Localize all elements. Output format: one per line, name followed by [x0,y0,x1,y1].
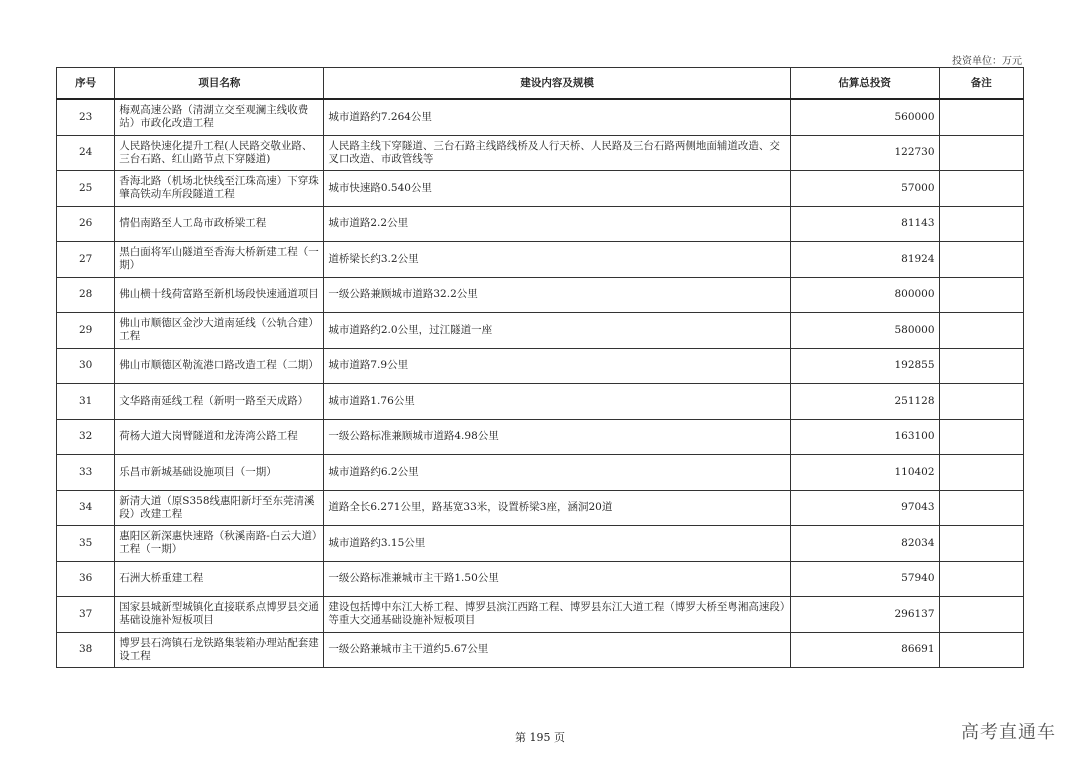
row-amount: 81143 [790,206,939,242]
row-name: 人民路快速化提升工程(人民路交敬业路、三台石路、红山路节点下穿隧道) [115,135,324,171]
table-row [57,384,1024,420]
row-no: 35 [57,526,115,562]
header-content: 建设内容及规模 [324,68,790,100]
page-number: 第 195 页 [515,731,565,744]
row-note [939,242,1023,278]
row-content: 城市道路约6.2公里 [324,455,790,491]
row-name: 惠阳区新深惠快速路（秋溪南路-白云大道）工程（一期） [115,526,324,562]
row-name: 博罗县石湾镇石龙铁路集装箱办理站配套建设工程 [115,632,324,668]
row-name: 佛山横十线荷富路至新机场段快速通道项目 [115,277,324,313]
row-no: 32 [57,419,115,455]
table-row [57,277,1024,313]
row-no: 31 [57,384,115,420]
row-no: 38 [57,632,115,668]
row-note [939,206,1023,242]
row-name: 新清大道（原S358线惠阳新圩至东莞清溪段）改建工程 [115,490,324,526]
row-content: 城市道路1.76公里 [324,384,790,420]
table-row [57,526,1024,562]
table-row [57,597,1024,633]
row-note [939,632,1023,668]
row-note [939,348,1023,384]
row-content: 道路全长6.271公里，路基宽33米，设置桥梁3座，涵洞20道 [324,490,790,526]
table-row [57,561,1024,597]
row-amount: 192855 [790,348,939,384]
row-note [939,277,1023,313]
row-content: 一级公路标准兼城市主干路1.50公里 [324,561,790,597]
row-amount: 560000 [790,99,939,135]
row-note [939,597,1023,633]
row-note [939,135,1023,171]
header-amount: 估算总投资 [790,68,939,100]
header-note: 备注 [939,68,1023,100]
project-table [56,67,1024,668]
row-no: 37 [57,597,115,633]
row-note [939,561,1023,597]
watermark: 高考直通车 [961,722,1056,743]
row-content: 城市道路约7.264公里 [324,99,790,135]
row-no: 28 [57,277,115,313]
row-content: 一级公路兼顾城市道路32.2公里 [324,277,790,313]
row-amount: 580000 [790,313,939,349]
header-name: 项目名称 [115,68,324,100]
row-amount: 122730 [790,135,939,171]
table-row [57,206,1024,242]
row-note [939,526,1023,562]
row-no: 36 [57,561,115,597]
row-no: 30 [57,348,115,384]
row-amount: 800000 [790,277,939,313]
row-name: 乐昌市新城基础设施项目（一期） [115,455,324,491]
table-row [57,490,1024,526]
row-amount: 81924 [790,242,939,278]
table-header-row [57,68,1024,100]
row-amount: 296137 [790,597,939,633]
row-name: 佛山市顺德区勒流港口路改造工程（二期） [115,348,324,384]
row-amount: 82034 [790,526,939,562]
row-content: 城市道路约3.15公里 [324,526,790,562]
row-no: 27 [57,242,115,278]
row-name: 文华路南延线工程（新明一路至天成路） [115,384,324,420]
table-row [57,632,1024,668]
row-content: 道桥梁长约3.2公里 [324,242,790,278]
row-name: 黑白面将军山隧道至香海大桥新建工程（一期） [115,242,324,278]
row-amount: 110402 [790,455,939,491]
row-no: 26 [57,206,115,242]
row-note [939,419,1023,455]
row-content: 城市道路7.9公里 [324,348,790,384]
row-name: 荷杨大道大岗臂隧道和龙涛湾公路工程 [115,419,324,455]
row-note [939,99,1023,135]
row-amount: 86691 [790,632,939,668]
row-content: 一级公路标准兼顾城市道路4.98公里 [324,419,790,455]
investment-unit-label: 投资单位：万元 [952,56,1022,67]
table-row [57,455,1024,491]
row-note [939,171,1023,207]
row-content: 城市快速路0.540公里 [324,171,790,207]
row-note [939,455,1023,491]
row-no: 34 [57,490,115,526]
row-amount: 57000 [790,171,939,207]
row-no: 33 [57,455,115,491]
table-row [57,348,1024,384]
row-content: 人民路主线下穿隧道、三台石路主线路线桥及人行天桥、人民路及三台石路两侧地面辅道改造、交叉口改造、市政管线等 [324,135,790,171]
row-content: 建设包括博中东江大桥工程、博罗县滨江西路工程、博罗县东江大道工程（博罗大桥至粤湘高速段）等重大交通基础设施补短板项目 [324,597,790,633]
row-note [939,490,1023,526]
row-content: 一级公路兼城市主干道约5.67公里 [324,632,790,668]
row-no: 29 [57,313,115,349]
row-name: 梅观高速公路（清湖立交至观澜主线收费站）市政化改造工程 [115,99,324,135]
row-amount: 163100 [790,419,939,455]
row-name: 石洲大桥重建工程 [115,561,324,597]
header-no: 序号 [57,68,115,100]
row-content: 城市道路约2.0公里，过江隧道一座 [324,313,790,349]
table-row [57,135,1024,171]
table-row [57,99,1024,135]
row-content: 城市道路2.2公里 [324,206,790,242]
table-row [57,419,1024,455]
row-note [939,384,1023,420]
row-amount: 57940 [790,561,939,597]
table-row [57,242,1024,278]
row-no: 23 [57,99,115,135]
row-no: 25 [57,171,115,207]
table-row [57,313,1024,349]
row-note [939,313,1023,349]
row-name: 情侣南路至人工岛市政桥梁工程 [115,206,324,242]
row-no: 24 [57,135,115,171]
row-amount: 251128 [790,384,939,420]
row-name: 国家县城新型城镇化直接联系点博罗县交通基础设施补短板项目 [115,597,324,633]
row-amount: 97043 [790,490,939,526]
table-row [57,171,1024,207]
row-name: 香海北路（机场北快线至江珠高速）下穿珠肇高铁动车所段隧道工程 [115,171,324,207]
row-name: 佛山市顺德区金沙大道南延线（公轨合建）工程 [115,313,324,349]
